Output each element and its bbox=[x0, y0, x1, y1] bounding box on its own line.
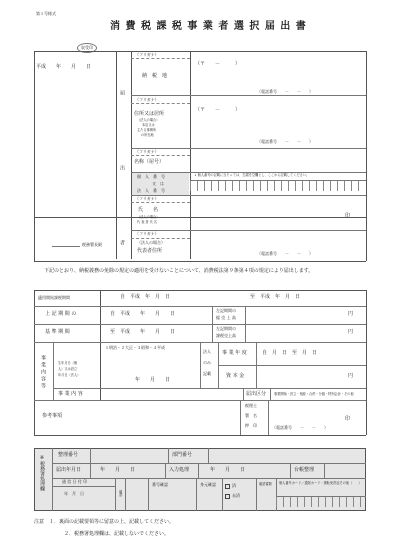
row2-right-2: 課税売上高 bbox=[216, 333, 236, 338]
address-sub-4: の所在地 bbox=[141, 133, 154, 137]
indiv-number-note: ↓ 個人番号の記載に当たっては、左端を空欄とし、ここから記載してください。 bbox=[194, 173, 310, 177]
statement: 下記のとおり、納税義務の免除の規定の適用を受けないことについて、消費税法第９条第４項の規定により届出します。 bbox=[44, 268, 314, 274]
office-ref-label: 整理番号 bbox=[58, 452, 79, 458]
accountant-1: 税理士 bbox=[245, 403, 257, 408]
office-not-done-label: 未済 bbox=[232, 493, 240, 498]
rep-address-label: 代表者住所 bbox=[137, 248, 163, 254]
office-done-label: 済 bbox=[232, 483, 236, 488]
phone-2: （電話番号 － － ） bbox=[257, 139, 313, 144]
furigana-label-4: （フリガナ） bbox=[135, 196, 159, 201]
note-1: 注意 １．裏面の記載要領等に留意の上、記載してください。 bbox=[34, 519, 175, 525]
noze-label: 納 税 地 bbox=[142, 73, 168, 79]
row1-from: 自 平成 年 月 日 bbox=[110, 311, 176, 317]
category-options[interactable]: 事業開始・設立・相続・合併・分割・特別会計・その他 bbox=[274, 392, 354, 396]
office-dept-label: 部門番号 bbox=[172, 452, 193, 458]
seal-mark-2: 印 bbox=[345, 416, 351, 422]
shimei-sub-2: 代 表 者 氏 名 bbox=[137, 220, 157, 224]
office-docs-label: 確認書類 bbox=[259, 482, 272, 486]
office-not-done-checkbox[interactable] bbox=[225, 494, 230, 499]
postal-mark-2: （〒 － ） bbox=[195, 107, 241, 113]
row1-right-1: 左記期間の bbox=[216, 308, 236, 313]
tax-office: 税務署長殿 bbox=[82, 242, 102, 247]
yen-1: 円 bbox=[348, 311, 354, 317]
seal-mark: 印 bbox=[345, 213, 351, 219]
phone-3: （電話番号 － － ） bbox=[257, 251, 313, 256]
capital-label: 資 本 金 bbox=[226, 373, 245, 379]
birth-label-3: 年月日（法人） bbox=[58, 373, 81, 377]
yen-3: 円 bbox=[348, 373, 354, 379]
accountant-2: 署 名 bbox=[245, 413, 257, 418]
accountant-3: 押 印 bbox=[245, 423, 257, 428]
office-comm-label: 通 信 日 付 印 bbox=[62, 479, 88, 484]
address-sub-3: 主たる事務所 bbox=[137, 128, 157, 132]
period-from: 自 平成 年 月 日 bbox=[120, 294, 171, 300]
furigana-label-3: （フリガナ） bbox=[135, 149, 159, 154]
indiv-number-label-1: 個 人 番 号 bbox=[137, 174, 165, 179]
office-docs-cells[interactable] bbox=[276, 497, 367, 507]
office-comm-date: 年 月 日 bbox=[64, 491, 84, 496]
remarks-label: 参考事項 bbox=[42, 413, 63, 419]
office-done-checkbox[interactable] bbox=[225, 484, 230, 489]
form-number: 第１号様式 bbox=[36, 11, 56, 16]
office-column: ※税務署処理欄 bbox=[39, 455, 45, 491]
era-options[interactable]: １明治・２大正・３昭和・４平成 bbox=[105, 345, 165, 350]
row2-to: 至 平成 年 月 日 bbox=[110, 329, 176, 335]
period-label: 適用開始課税期間 bbox=[38, 295, 70, 300]
furigana-label-1: （フリガナ） bbox=[135, 52, 159, 57]
shimei-sub-1: （法人の場合） bbox=[137, 215, 160, 219]
office-number-check: 番号確認 bbox=[152, 482, 168, 487]
office-date-value: 年 月 日 bbox=[100, 467, 136, 473]
note-2: ２．税務署処理欄は、記載しないでください。 bbox=[64, 531, 170, 537]
indiv-number-cells[interactable] bbox=[190, 181, 365, 191]
indiv-number-label-2: 又 は bbox=[152, 181, 164, 186]
birth-date: 年 月 日 bbox=[135, 377, 171, 383]
office-confirm-label: 確認 bbox=[118, 490, 123, 497]
date-line: 平成 年 月 日 bbox=[36, 64, 92, 70]
office-id-check: 身元確認 bbox=[200, 482, 216, 487]
corp-only-2: のみ bbox=[203, 360, 211, 365]
business-column: 事業内容等 bbox=[40, 355, 46, 390]
fiscal-year-value: 自 月 日 至 月 日 bbox=[262, 350, 318, 356]
corp-only-1: 法人 bbox=[203, 349, 211, 354]
fiscal-year-label: 事 業 年 度 bbox=[222, 350, 247, 356]
name-label: 名称（屋号） bbox=[134, 159, 165, 165]
postal-mark-1: （〒 － ） bbox=[195, 61, 241, 67]
birth-label-2: 人）又は設立 bbox=[58, 367, 78, 371]
row2-right-1: 左記期間の bbox=[216, 326, 236, 331]
row2-label: 基 準 期 間 bbox=[45, 329, 70, 335]
address-label: 住所又は居所 bbox=[134, 111, 165, 117]
business-content-label: 事 業 内 容 bbox=[58, 391, 83, 397]
office-ledger-label: 台帳整理 bbox=[294, 467, 315, 473]
receipt-stamp: 収受印 bbox=[77, 43, 97, 53]
row1-right-2: 総 売 上 高 bbox=[216, 315, 236, 320]
office-docs-value: 個人番号カード／通知カード・運転免許証その他（ ） bbox=[279, 481, 362, 485]
phone-4: （電話番号 － － ） bbox=[272, 425, 328, 430]
address-sub-2: 本店又は bbox=[142, 123, 155, 127]
office-input-date: 年 月 日 bbox=[210, 467, 246, 473]
category-label: 届出区分 bbox=[246, 391, 267, 397]
address-sub-1: （法人の場合） bbox=[137, 118, 160, 122]
office-input-label: 入力処理 bbox=[169, 467, 190, 473]
office-date-label: 届出年月日 bbox=[56, 467, 82, 473]
rep-sub: （法人の場合） bbox=[137, 240, 165, 245]
shimei-label: 氏 名 bbox=[138, 207, 159, 213]
furigana-label-2: （フリガナ） bbox=[135, 97, 159, 102]
declarant-column: 届 出 者 bbox=[119, 90, 125, 265]
birth-label-1: 生年月日（個 bbox=[58, 361, 78, 365]
corp-only-3: 記載 bbox=[203, 371, 211, 376]
form-title: 消 費 税 課 税 事 業 者 選 択 届 出 書 bbox=[110, 21, 307, 32]
furigana-label-5: （フリガナ） bbox=[135, 231, 159, 236]
phone-1: （電話番号 － － ） bbox=[257, 89, 313, 94]
row1-label: 上 記 期 間 の bbox=[45, 311, 77, 317]
indiv-number-label-3: 法 人 番 号 bbox=[137, 188, 165, 193]
period-to: 至 平成 年 月 日 bbox=[250, 294, 301, 300]
yen-2: 円 bbox=[348, 329, 354, 335]
